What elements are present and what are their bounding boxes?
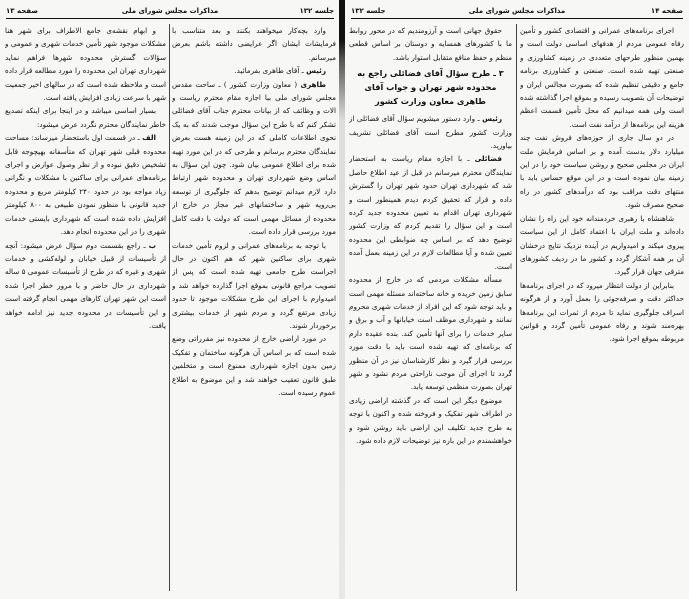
column-divider	[516, 24, 517, 591]
speaker-paragraph	[349, 152, 512, 273]
paragraph: بنابراین از دولت انتظار میرود که در اجرای برنامه‌ها حداکثر دقت و صرفه‌جوئی را بعمل آورد و از هرگونه اسراف جلوگیری نماید تا مردم از ثمرات این برنامه‌ها بهره‌مند شوند و رفاه عمومی تأمین گردد و قوانین مربوطه بموقع اجرا شود.	[520, 280, 684, 344]
speech-text: ـ در قسمت اول باستحضار میرساند: مساحت محدوده قبلی شهر تهران که متأسفانه بهیچوجه قابل تشخیص دقیق نبوده و از نظر وصول عوارض و اجرای برنامه‌های عمرانی برای ساکنین با مشکلات و نگرانی زیاد مواجه بود در حدود ۲۴۰ کیلومتر مربع و محدوده جدید قانونی با منظور نمودن طبیعی به ۸۰۰ کیلومتر افزایش داده شده است که شهرداری بایستی خدمات شهری را در این محدوده انجام دهد.	[5, 133, 166, 237]
paragraph: شاهنشاه با رهبری خردمندانه خود این راه را نشان داده‌اند و ملت ایران با اعتماد کامل از این سیاست پیروی میکند و امیدواریم در آینده نزدیک نتایج درخشان آن بر همه آشکار گردد و کشور ما در ردیف کشورهای مترقی جهان قرار گیرد.	[520, 213, 684, 277]
speaker-name: فضائلی	[474, 154, 502, 164]
speech-text: ـ با اجازه مقام ریاست به استحضار نمایندگان محترم میرسانم در قبل از عید اطلاع حاصل شد که شهرداری تهران حدود شهر تهران را گسترش داده و قرار که تحقیق کردم دیدم همینطور است و شهرداری تهران اقدام به تعیین محدوده جدید کرده است و این سؤال را تقدیم کردم که وزارت کشور توضیح دهد که بر اساس چه ضوابطی این محدوده تعیین شده و آیا مطالعات لازم در این زمینه بعمل آمده است.	[349, 154, 512, 271]
right-page-right-column	[520, 24, 684, 591]
running-title: مذاکرات مجلس شورای ملی	[468, 7, 566, 15]
session-number: جلسه ۱۳۲	[299, 7, 334, 15]
speaker-paragraph	[349, 112, 512, 152]
speaker-paragraph	[5, 131, 166, 238]
speaker-name: ب	[148, 240, 156, 250]
paragraph: با توجه به برنامه‌های عمرانی و لزوم تأمین خدمات شهری برای ساکنین شهر که هم اکنون در حال اجراست طرح جامعی تهیه شده است که پس از تصویب مراجع قانونی بموقع اجرا گذارده خواهد شد و امیدوارم با اجرای این طرح مشکلات موجود تا حدود زیادی مرتفع گردد و مردم شهر از خدمات بیشتری برخوردار شوند.	[172, 240, 336, 330]
left-page-left-column	[5, 24, 166, 591]
right-page-header	[351, 6, 683, 19]
paragraph: در دو سال جاری از حوزه‌های فروش نفت چند میلیارد دلار بدست آمده و بر اساس فرمایش ملت ایران در مجلس صحیح و روشن سیاست خود را در این زمینه بیان نموده است و در این موقع حساس باید با منتهای دقت مراقب بود که درآمدهای کشور در راه صحیح مصرف شود.	[520, 133, 684, 210]
paragraph: و ابهام نقشه‌ی جامع الاطراف برای شهر هنا مشکلات موجود شهر تأمین خدمات شهری و عمومی و سؤالات گسترش محدوده شهرها فراهم نماید شهرداری تهران این محدوده را مورد مطالعه قرار داده است و ملاحظه شده است که در سالهای اخیر جمعیت شهر با سرعت زیادی افزایش یافته است.	[5, 26, 166, 103]
speaker-name: الف	[142, 133, 156, 143]
speech-text: ـ راجع بقسمت دوم سؤال عرض میشود: آنچه از تأسیسات از قبیل خیابان و لوله‌کشی و خدمات شهری و غیره که در طرح از تأسیسات عمومی ۵ ساله شهرداری در حال حاضر و با مرور خطر اجرا شده است این شهر تهران کارهای مهمی انجام گرفته است و این تأسیسات در محدوده جدید نیز ادامه خواهد یافت.	[5, 240, 166, 330]
speaker-name: رئیس	[482, 114, 502, 124]
speech-text: ـ وارد دستور میشویم سؤال آقای فضائلی از وزارت کشور مطرح است آقای فضائلی تشریف بیاورید.	[349, 114, 512, 151]
page-number: صفحه ۱۴	[650, 7, 683, 15]
left-page-right-column	[172, 24, 336, 591]
running-title: مذاکرات مجلس شورای ملی	[121, 7, 219, 15]
column-divider	[169, 24, 170, 591]
speech-text: ـ آقای طاهری بفرمائید.	[234, 66, 304, 76]
paragraph: بسیار اساسی میباشد و در اینجا برای اینکه تصدیع خاطر نمایندگان محترم نگردد عرض میشود:	[5, 106, 166, 129]
left-page	[0, 0, 340, 599]
paragraph: در مورد اراضی خارج از محدوده نیز مقرراتی وضع شده است که بر اساس آن هرگونه ساختمان و تفکیک زمین بدون اجازه شهرداری ممنوع است و متخلفین طبق قانون تعقیب خواهند شد و این موضوع به اطلاع عموم رسیده است.	[172, 334, 336, 397]
speaker-name: طاهری	[300, 79, 326, 89]
section-title: ۳ ـ طرح سؤال آقای فضائلی راجع به محدوده شهر تهران و جواب آقای طاهری معاون وزارت کشور	[357, 68, 504, 107]
left-page-header	[6, 6, 334, 19]
speaker-name: رئیس	[306, 66, 326, 76]
speaker-paragraph	[5, 239, 166, 333]
speech-text: ( معاون وزارت کشور ) ـ ساحت مقدس مجلس شورای ملی ببا اجازه مقام محترم ریاست و الات و وظائف که از بیانات محترم جناب آقای فضائلی تشکر کنم که با طرح این سؤال موجب شدند که به یک نحوی اطلاعات کاملی که در این زمینه هست بعرض نمایندگان محترم برسانم و طرحی که در این مورد تهیه شده برای اطلاع عمومی بیان شود. چون این سؤال به اساس وضع شهرداری تهران و محدوده شهر ارتباط دارد لازم میدانم توضیح بدهم که جلوگیری از توسعه بی‌رویه شهر و ساختمانهای غیر مجاز در خارج از محدوده از مسائل مهمی است که دولت با دقت کامل مورد بررسی قرار داده است.	[172, 79, 336, 237]
session-number: جلسه ۱۳۲	[351, 7, 386, 15]
paragraph: موضوع دیگر این است که در گذشته اراضی زیادی در اطراف شهر تفکیک و فروخته شده و اکنون با توجه به طرح جدید تکلیف این اراضی باید روشن شود و خواهشمندم در این باره نیز توضیحات لازم داده شود.	[349, 395, 512, 445]
right-page-left-column	[349, 24, 512, 591]
paragraph: مسأله مشکلات مردمی که در خارج از محدوده سابق زمین خریده و خانه ساخته‌اند مسئله مهمی است و باید توجه شود که این افراد از خدمات شهری محروم نمانند و شهرداری موظف است خیابانها و آب و برق و سایر خدمات را برای آنها تأمین کند. بنده عقیده دارم که برنامه‌ای که تهیه شده است باید با دقت مورد بررسی قرار گیرد و نظر کارشناسان نیز در آن منظور گردد تا اجرای آن موجب ناراحتی مردم نشود و شهر تهران بصورت منظمی توسعه یابد.	[349, 275, 512, 392]
right-page	[345, 0, 689, 599]
paragraph: اجرای برنامه‌های عمرانی و اقتصادی کشور و تأمین رفاه عمومی مردم از هدفهای اساسی دولت است و بهمین منظور طرحهای متعددی در زمینه کشاورزی و صنعتی تهیه شده است. صنعتی و کشاورزی برنامه جامع و دقیقی تنظیم شده که بصورت مجالس ایران و توضیحات آن بتصویب رسیده و بموقع اجرا گذاشته شده است ولی همه میدانیم که محل تأمین قسمت اعظم هزینه این برنامه‌ها از درآمد نفت است.	[520, 26, 684, 129]
paragraph: وارد بچه‌کار میخواهند بکنند و بعد متناسب با فرمایشات ایشان اگر عرایضی داشته باشم بعرض میرسانم.	[172, 26, 336, 62]
speaker-paragraph	[172, 78, 336, 239]
paragraph: حقوق جهانی است و آرزومندیم که در محور روابط ما با کشورهای همسایه و دوستان بر اساس قطعی منظم و حفظ منافع متقابل استوار باشد.	[349, 26, 512, 62]
page-number: صفحه ۱۳	[6, 7, 39, 15]
speaker-paragraph	[172, 64, 336, 77]
